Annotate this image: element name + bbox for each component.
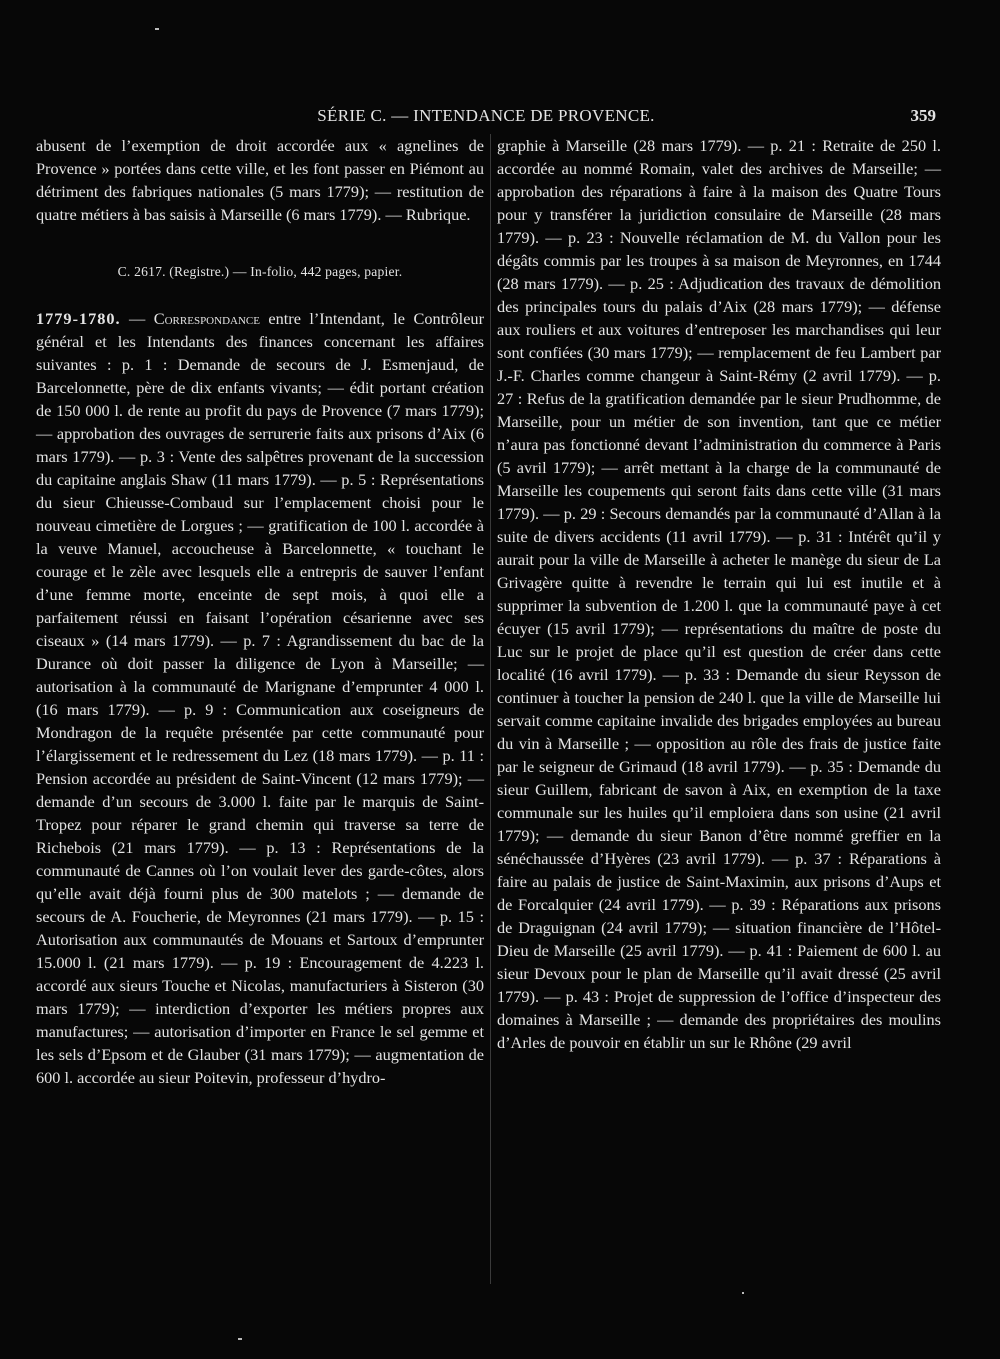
column-divider (490, 134, 491, 1284)
scan-speck (238, 1338, 242, 1340)
article-text: entre l’Intendant, le Contrôleur général et les Intendants des finances concernant les affaires suivantes : p. 1 : Demande de secours de J. Esmenjaud, de Barcelonnette, père de dix enfants vivants; — édit portant création de 150 000 l. de rente au profit du pays de Provence (7 mars 1779); — approbation des ouvrages de serrurerie faits aux prisons d’Aix (6 mars 1779). — p. 3 : Vente des salpêtres provenant de la succession du capitaine anglais Shaw (11 mars 1779). — p. 5 : Représentations du sieur Chieusse-Combaud sur l’emplacement choisi pour le nouveau cimetière de Lorgues ; — gratification de 100 l. accordée à la veuve Manuel, accoucheuse à Barcelonnette, « touchant le courage et le zèle avec lesquels elle a entrepris de sauver l’enfant d’une femme morte, enceinte de sept mois, à quoi elle a parfaitement réussi en faisant l’opération césarienne avec ses ciseaux » (14 mars 1779). — p. 7 : Agrandissement du bac de la Durance où doit passer la diligence de Lyon à Marseille; — autorisation à la communauté de Marignane d’emprunter 4 000 l. (16 mars 1779). — p. 9 : Communication aux coseigneurs de Mondragon de la requête présentée par cette communauté pour l’élargissement et le redressement du Lez (18 mars 1779). — p. 11 : Pension accordée au président de Saint-Vincent (12 mars 1779); — demande d’un secours de 3.000 l. faite par le marquis de Saint-Tropez pour réparer le grand chemin qui traverse sa terre de Richebois (21 mars 1779). — p. 13 : Représentations de la communauté de Cannes où l’on voulait lever des garde-côtes, alors qu’elle avait déjà fourni plus de 300 matelots ; — demande de secours de A. Foucherie, de Meyronnes (21 mars 1779). — p. 15 : Autorisation aux communautés de Mouans et Sartoux d’emprunter 15.000 l. (21 mars 1779). — p. 19 : Encouragement de 4.223 l. accordé aux sieurs Touche et Nicolas, manufacturiers à Sisteron (30 mars 1779); — interdiction d’exporter les métiers propres aux manufactures; — autorisation d’importer en France le sel gemme et les sels d’Epsom et de Glauber (31 mars 1779); — augmentation de 600 l. accordée au sieur Poitevin, professeur d’hydro- (36, 309, 484, 1087)
article-id: 1779-1780. (36, 309, 121, 328)
page-number: 359 (910, 106, 936, 125)
article-heading: — Correspondance (120, 309, 260, 328)
page-header (36, 106, 936, 128)
catalog-entry: C. 2617. (Registre.) — In-folio, 442 pages, papier. (117, 264, 403, 279)
scan-speck (155, 28, 159, 30)
running-title: SÉRIE C. — INTENDANCE DE PROVENCE. (317, 106, 655, 125)
continuation-paragraph: abusent de l’exemption de droit accordée aux « agnelines de Provence » portées dans cette ville, et les font passer en Piémont au détriment des fabriques nationales (5 mars 1779); — restitution de quatre métiers à bas saisis à Marseille (6 mars 1779). — Rubrique. (36, 136, 484, 224)
scan-speck (742, 1292, 744, 1294)
right-column-text: graphie à Marseille (28 mars 1779). — p. 21 : Retraite de 250 l. accordée au nommé Romain, valet des archives de Marseille; — approbation des réparations à faire à la maison des Quatre Tours pour y transférer la juridiction consulaire de Marseille (28 mars 1779). — p. 23 : Nouvelle réclamation de M. du Vallon pour les dégâts commis par les troupes à sa maison de Meyronnes, en 1744 (28 mars 1779). — p. 25 : Adjudication des travaux de démolition des principales tours du palais d’Aix (28 mars 1779); — défense aux rouliers et aux voitures d’entreposer les marchandises qui leur sont confiées (30 mars 1779); — remplacement de feu Lambert par J.-F. Charles comme changeur à Saint-Rémy (2 avril 1779). — p. 27 : Refus de la gratification demandée par le sieur Prudhomme, de Marseille, pour un métier de son invention, tant que ce métier n’aura pas fonctionné devant l’administration du commerce à Paris (5 avril 1779); — arrêt mettant à la charge de la communauté de Marseille les coupements qui seront faits dans cette ville (31 mars 1779). — p. 29 : Secours demandés par la communauté d’Allan à la suite de divers accidents (11 avril 1779). — p. 31 : Intérêt qu’il y aurait pour la ville de Marseille à acheter le manège du sieur de La Grivagère quitte à revendre le terrain qui lui est inutile et à supprimer la subvention de 1.200 l. que la communauté paye à cet écuyer (15 avril 1779); — représentations du maître de poste du Luc sur le projet de place qu’il est question de créer dans cette localité (16 avril 1779). — p. 33 : Demande du sieur Reysson de continuer à toucher la pension de 240 l. que la ville de Marseille lui servait comme capitaine invalide des brigades employées au bureau du vin à Marseille ; — opposition au rôle des frais de justice faite par le seigneur de Grimaud (18 avril 1779). — p. 35 : Demande du sieur Guillem, fabricant de savon à Aix, en exemption de la taxe communale sur les huiles qu’il emploiera dans son usine (21 avril 1779); — demande du sieur Banon d’être nommé greffier en la sénéchaussée d’Hyères (23 avril 1779). — p. 37 : Réparations à faire au palais de justice de Saint-Maximin, aux prisons d’Aups et de Forcalquier (24 avril 1779). — p. 39 : Réparations aux prisons de Draguignan (24 avril 1779); — situation financière de l’Hôtel-Dieu de Marseille (25 avril 1779). — p. 41 : Paiement de 600 l. au sieur Devoux pour le plan de Marseille qu’il avait dressé (25 avril 1779). — p. 43 : Projet de suppression de l’office d’inspecteur des domaines à Marseille ; — demande des propriétaires des moulins d’Arles de pouvoir en établir un sur le Rhône (29 avril (497, 136, 941, 1052)
right-column (497, 134, 941, 1054)
left-column (36, 134, 484, 1089)
article-paragraph (36, 307, 484, 1089)
